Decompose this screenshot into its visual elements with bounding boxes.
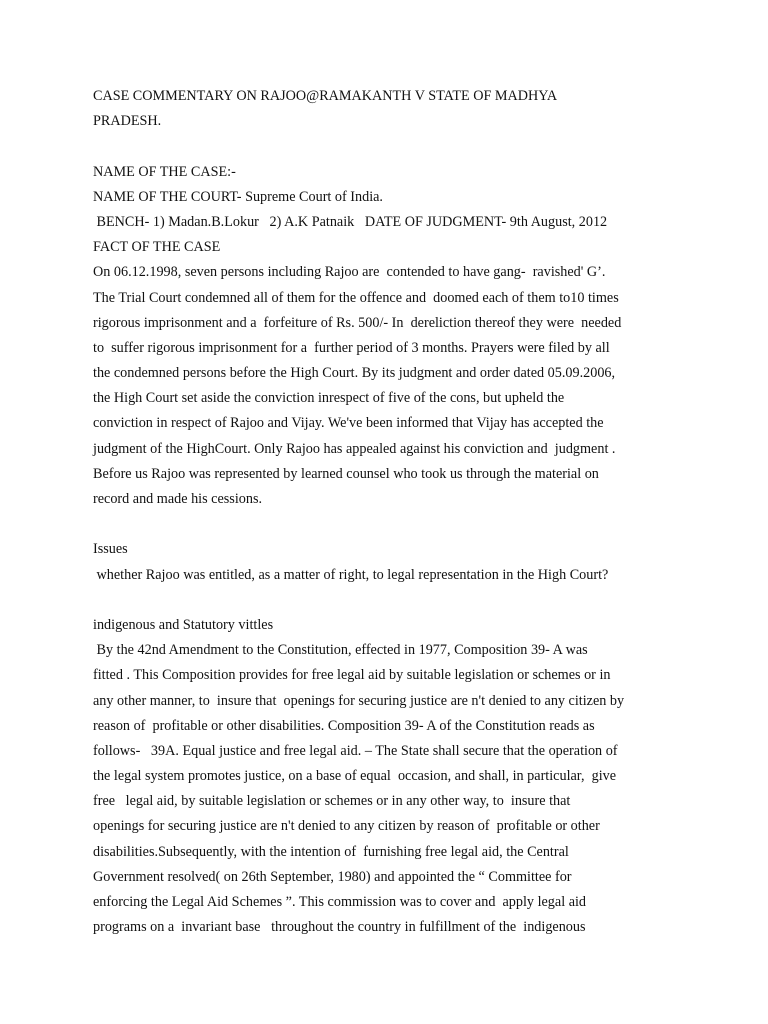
- provisions-paragraph-line: enforcing the Legal Aid Schemes ”. This commission was to cover and apply legal aid: [93, 894, 587, 910]
- blank-line: [93, 137, 693, 162]
- provisions-paragraph-line: free legal aid, by suitable legislation or schemes or in any other way, to insure that: [93, 793, 571, 810]
- facts-paragraph-line: to suffer rigorous imprisonment for a further period of 3 months. Prayers were filed by all: [93, 339, 610, 356]
- provisions-heading: indigenous and Statutory vittles: [93, 616, 274, 633]
- provisions-paragraph-line: the legal system promotes justice, on a base of equal occasion, and shall, in particular, give: [93, 768, 617, 785]
- provisions-paragraph-line: follows- 39A. Equal justice and free legal aid. – The State shall secure that the operation of: [93, 742, 618, 759]
- blank-line: [93, 591, 693, 616]
- provisions-paragraph-line: Government resolved( on 26th September, 1980) and appointed the “ Committee for: [93, 868, 572, 885]
- provisions-paragraph-line: fitted . This Composition provides for free legal aid by suitable legislation or schemes or in: [93, 667, 611, 684]
- facts-paragraph-line: rigorous imprisonment and a forfeiture of Rs. 500/- In dereliction thereof they were needed: [93, 314, 622, 331]
- facts-paragraph-line: the condemned persons before the High Court. By its judgment and order dated 05.09.2006,: [93, 365, 616, 382]
- provisions-paragraph-line: disabilities.Subsequently, with the intention of furnishing free legal aid, the Central: [93, 843, 569, 860]
- bench-and-date-line: BENCH- 1) Madan.B.Lokur 2) A.K Patnaik DATE OF JUDGMENT- 9th August, 2012: [93, 213, 608, 230]
- document-title-line: CASE COMMENTARY ON RAJOO@RAMAKANTH V STATE OF MADHYA: [93, 88, 558, 104]
- provisions-paragraph-line: any other manner, to insure that openings for securing justice are n't denied to any citizen by: [93, 692, 625, 709]
- facts-paragraph-line: conviction in respect of Rajoo and Vijay. We've been informed that Vijay has accepted the: [93, 415, 604, 432]
- facts-paragraph-line: record and made his cessions.: [93, 491, 263, 507]
- provisions-paragraph-line: reason of profitable or other disabilities. Composition 39- A of the Constitution reads as: [93, 717, 595, 734]
- provisions-paragraph-line: By the 42nd Amendment to the Constitution, effected in 1977, Composition 39- A was: [93, 642, 588, 659]
- blank-line: [93, 515, 693, 540]
- facts-paragraph-line: On 06.12.1998, seven persons including Rajoo are contended to have gang- ravished' G’.: [93, 264, 606, 281]
- provisions-paragraph-line: programs on a invariant base throughout the country in fulfillment of the indigenous: [93, 919, 586, 936]
- provisions-paragraph-line: openings for securing justice are n't denied to any citizen by reason of profitable or other: [93, 818, 600, 835]
- facts-paragraph-line: the High Court set aside the conviction inrespect of five of the cons, but upheld the: [93, 390, 565, 407]
- court-name-line: NAME OF THE COURT- Supreme Court of India.: [93, 188, 383, 205]
- issues-question: whether Rajoo was entitled, as a matter of right, to legal representation in the High Court?: [93, 566, 609, 583]
- document-page: [93, 87, 693, 943]
- facts-paragraph-line: judgment of the HighCourt. Only Rajoo has appealed against his conviction and judgment .: [93, 440, 616, 457]
- facts-paragraph-line: The Trial Court condemned all of them for the offence and doomed each of them to10 times: [93, 289, 619, 306]
- issues-heading: Issues: [93, 541, 128, 558]
- facts-paragraph-line: Before us Rajoo was represented by learned counsel who took us through the material on: [93, 465, 599, 482]
- case-name-label: NAME OF THE CASE:-: [93, 163, 236, 180]
- facts-heading: FACT OF THE CASE: [93, 239, 221, 256]
- document-title-line: PRADESH.: [93, 113, 162, 130]
